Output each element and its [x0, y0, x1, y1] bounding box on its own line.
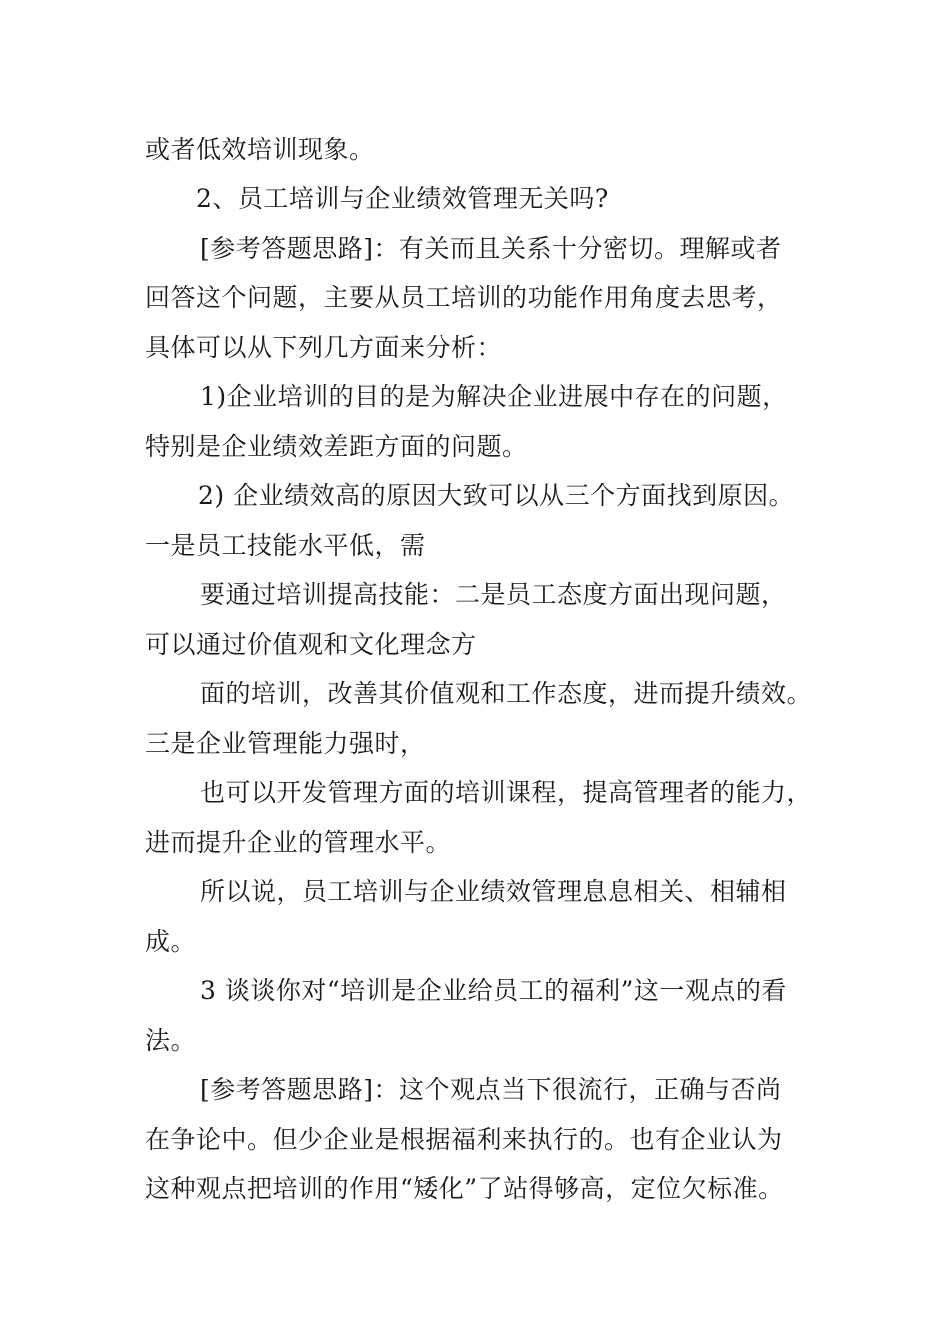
text-line: 这种观点把培训的作用“矮化”了站得够高，定位欠标准。	[145, 1174, 784, 1203]
text-line: 可以通过价值观和文化理念方	[145, 630, 477, 659]
text-line: 进而提升企业的管理水平。	[145, 828, 452, 857]
text-line: 法。	[145, 1026, 197, 1055]
text-line: 在争论中。但少企业是根据福利来执行的。也有企业认为	[145, 1125, 783, 1154]
question-heading: 3 谈谈你对“培训是企业给员工的福利”这一观点的看	[200, 976, 787, 1005]
text-line: 也可以开发管理方面的培训课程，提高管理者的能力，	[200, 778, 813, 807]
text-line: 要通过培训提高技能：二是员工态度方面出现问题，	[200, 580, 787, 609]
text-line: 1)企业培训的目的是为解决企业进展中存在的问题，	[200, 382, 788, 411]
text-line: [参考答题思路]：有关而且关系十分密切。理解或者	[200, 234, 782, 263]
text-line: [参考答题思路]：这个观点当下很流行，正确与否尚	[200, 1075, 782, 1104]
text-line: 特别是企业绩效差距方面的问题。	[145, 432, 528, 461]
text-line: 所以说，员工培训与企业绩效管理息息相关、相辅相	[200, 877, 787, 906]
text-line: 成。	[145, 927, 197, 956]
text-line: 回答这个问题，主要从员工培训的功能作用角度去思考，	[145, 283, 783, 312]
text-line: 三是企业管理能力强时，	[145, 729, 426, 758]
text-line: 具体可以从下列几方面来分析：	[145, 333, 503, 362]
text-line: 一是员工技能水平低，需	[145, 531, 426, 560]
text-line: 面的培训，改善其价值观和工作态度，进而提升绩效。	[200, 679, 813, 708]
text-line: 或者低效培训现象。	[145, 135, 375, 164]
question-heading: 2、员工培训与企业绩效管理无关吗?	[196, 184, 609, 213]
text-line: 2) 企业绩效高的原因大致可以从三个方面找到原因。	[198, 481, 795, 510]
